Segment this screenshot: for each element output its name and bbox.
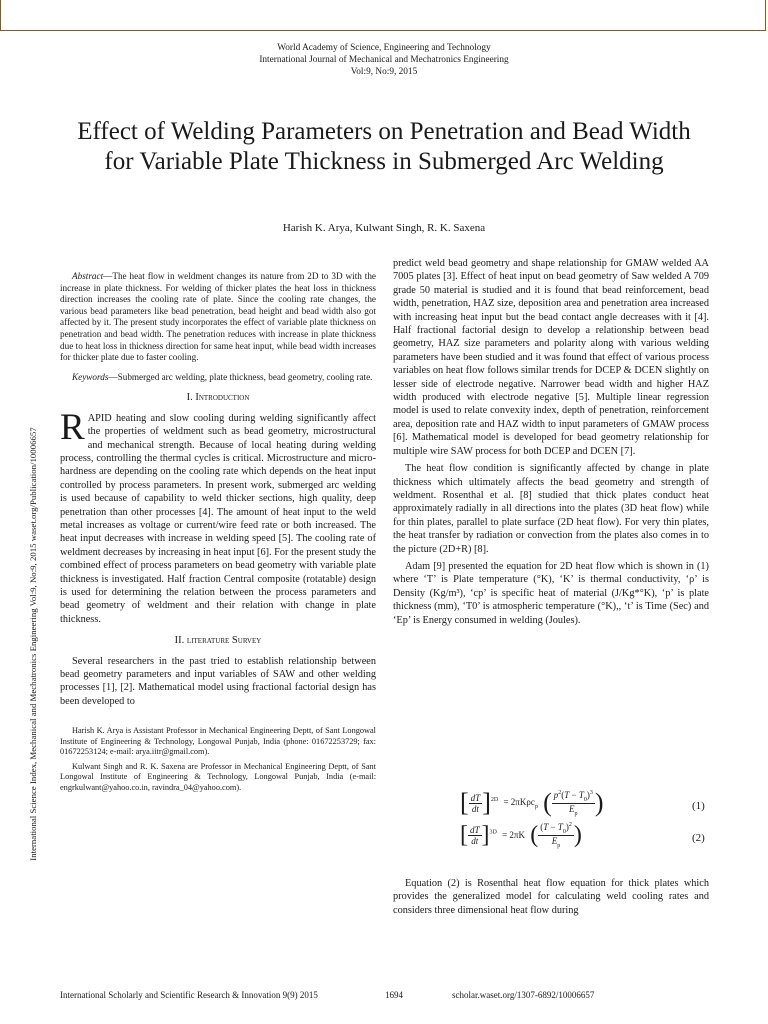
keywords-label: Keywords — [72, 371, 109, 382]
right-paragraph-3: Adam [9] presented the equation for 2D heat flow which is shown in (1) where ‘T’ is Plate temperature (°K), ‘K’ is thermal conductivity, ‘ρ’ is Density (Kg/m³), ‘cp’ is specific heat of material (J/Kg*°K), ‘p’ is plate thickness (mm), ‘T0’ is atmospheric temperature (°K),, ‘t’ is Time (Sec) and ‘Ep’ is Energy consumed in welding (Joules). — [393, 560, 709, 626]
paper-authors: Harish K. Arya, Kulwant Singh, R. K. Saxena — [282, 222, 486, 234]
intro-text: heating and slow cooling during welding significantly affect the properties of weldment such as bead geometry, microstructural and mechanical strength. Because of local heating during welding process, controlling the thermal cycles is critical. Microstructure and micro-hardness are depending on the cooling rate which depends on the heat input controlled by process parameters. In present work, submerged arc welding is used because of capability to weld thicker sections, high quality, deep penetration than other processes [4]. The amount of heat input to the weld metal increases as voltage or current/wire feed rate or both increased. The heat input decreases with increase in welding speed [5]. The cooling rate of weldment decreases by increasing in heat input [6]. For the present study the combined effect of process parameters on bead geometry with variable plate thickness is investigated. Half fraction Central composite (rotatable) design is used for determining the relation between the process parameters and bead geometry of weldment and their relation with change in plate thickness. — [60, 412, 376, 625]
paper-title: Effect of Welding Parameters on Penetration and Bead Width for Variable Plate Thickness in Submerged Arc Welding — [77, 118, 691, 175]
footnote-1: Harish K. Arya is Assistant Professor in Mechanical Engineering Deptt, of Sant Longowal Institute of Engineering & Technology, Longowal Punjab, India (phone: 01672253729; fax: 01672253124; e-mail: arya.iitr@gmail.com). — [60, 726, 376, 757]
equation-2: [ $\frac{dT}{dt}$ ]$^{3D}$ = 2πK ( $\frac{(T - T_0)^2}{E_p}$ ) — [460, 822, 582, 849]
sidebar-citation: International Science Index, Mechanical and Mechatronics Engineering Vol:9, No:9, 2015 waset.org/Publication/10006657 — [28, 427, 38, 861]
equation-1-number: (1) — [692, 800, 705, 812]
equation-2-number: (2) — [692, 832, 705, 844]
journal-subtitle: International Journal of Mechanical and Mechatronics Engineering — [259, 55, 509, 65]
literature-paragraph: Several researchers in the past tried to establish relationship between bead geometry parameters and input variables of SAW and other welding processes [1], [2]. Mathematical model using fractional factorial design has been developed to — [60, 655, 376, 707]
dropcap: R — [60, 406, 85, 448]
top-frame — [0, 0, 766, 31]
keywords-text: Submerged arc welding, plate thickness, bead geometry, cooling rate. — [117, 371, 373, 382]
abstract-text: The heat flow in weldment changes its nature from 2D to 3D with the increase in plate thickness. For welding of thicker plates the heat loss in thickness direction increases the cooling rate of plate. Since the cooling rate changes, the various bead parameters like bead penetration, bead height and bead width also got affected by it. The present study incorporates the effect of variable plate thickness on penetration and bead width. The penetration reduces with increase in plate thickness due to heat loss in thickness direction for same heat input, while bead width increases for thicker plate due to faster cooling. — [60, 271, 376, 363]
journal-name: World Academy of Science, Engineering and Technology — [277, 43, 491, 53]
abstract-dash: — — [103, 271, 113, 281]
footer-publisher: International Scholarly and Scientific Research & Innovation 9(9) 2015 — [60, 990, 318, 1000]
right-paragraph-2: The heat flow condition is significantly affected by change in plate thickness which ultimately affects the bead geometry and strength of weldment. Rosenthal et al. [8] studied that thick plates conduct heat approximately radially in all directions into the plates (3D heat flow) while for thin plates, parallel to plate surface (2D heat flow). For very thin plates, the heat transfer by radiation or convection from the plates also comes in to the picture (2D+R) [8]. — [393, 463, 709, 555]
abstract — [60, 271, 376, 364]
intro-paragraph — [60, 406, 376, 627]
equation-1: [ $\frac{dT}{dt}$ ]$^{2D}$ = 2πKρc$_p$ ( $\frac{p^2(T - T_0)^3}{E_p}$ ) — [460, 788, 604, 817]
footnote-2: Kulwant Singh and R. K. Saxena are Professor in Mechanical Engineering Deptt, of Sant Longowal Institute of Engineering & Technology, Longowal Punjab, India (e-mail: engrkulwant@yahoo.co.in, ravindra_04@yahoo.com). — [60, 761, 376, 792]
abstract-label: Abstract — [72, 271, 104, 281]
right-paragraph-4: Equation (2) is Rosenthal heat flow equation for thick plates which provides the generalized model for calculating weld cooling rates and considers three dimensional heat flow during — [393, 878, 709, 916]
right-paragraph-1: predict weld bead geometry and shape relationship for GMAW welded AA 7005 plates [3]. Effect of heat input on bead geometry of Saw welded A 709 grade 50 material is studied and it is found that bead reinforcement, bead width, penetration, HAZ size, deposition area and penetration area increased with increasing heat input but the bead contact angle decreases with it [4]. Half fractional factorial design to develop a relationship between bead geometry, HAZ size parameters and polarity along with various welding parameters have been studied and it was found that effect of various process variables on heat flow follows similar trends for DCEP & DCEN slightly on lesser side of electrode negative. Narrower bead width and higher HAZ width produced with electrode negative [5]. Multiple linear regression model is used to relate convexity index, depth of penetration, reinforcement area, deposition rate and HAZ width to input parameters of GMAW process [6]. Mathematical model is developed for bead geometry relationship for multiple wire SAW process for both DCEP and DCEN [7]. — [393, 258, 709, 457]
section-heading-intro: I. Introduction — [186, 392, 250, 404]
left-column — [60, 271, 376, 797]
keywords — [60, 372, 376, 384]
right-column-bottom — [393, 877, 709, 921]
intro-lead: APID — [87, 412, 112, 424]
section-heading-literature: II. literature Survey — [174, 635, 262, 647]
keywords-dash: — — [108, 371, 118, 382]
footer-link[interactable]: scholar.waset.org/1307-6892/10006657 — [452, 990, 595, 1000]
journal-volume: Vol:9, No:9, 2015 — [350, 67, 418, 77]
footer-page-number: 1694 — [385, 990, 403, 1000]
right-column — [393, 257, 709, 631]
